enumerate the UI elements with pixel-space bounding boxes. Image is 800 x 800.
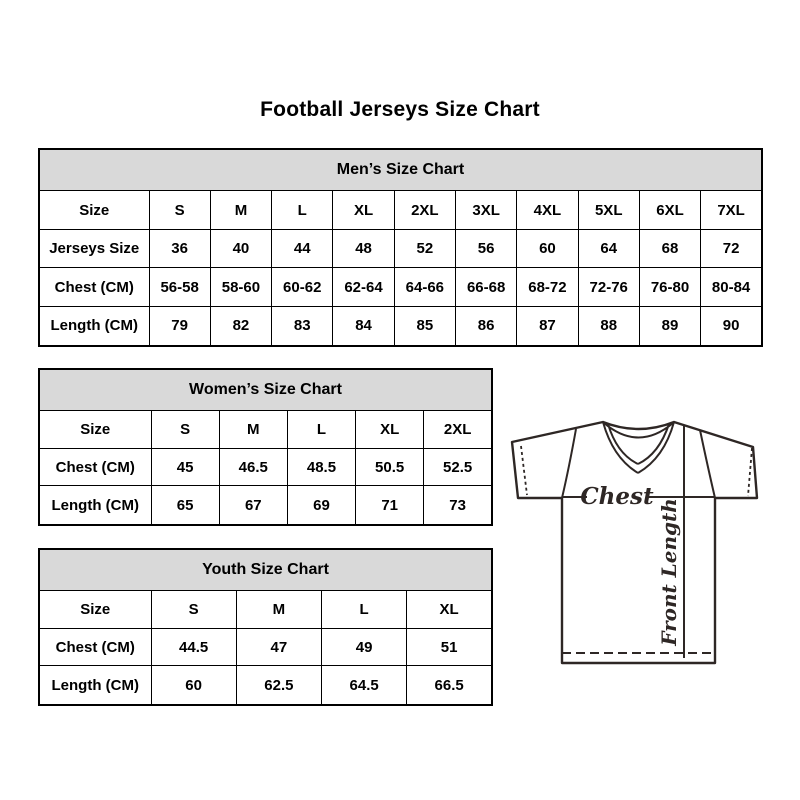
cell: 52 (394, 229, 455, 268)
chest-label: Chest (580, 483, 654, 510)
cell: 83 (272, 306, 333, 346)
cell: 5XL (578, 191, 639, 230)
page-title: Football Jerseys Size Chart (260, 98, 540, 121)
cell: 89 (639, 306, 700, 346)
table-title: Women’s Size Chart (39, 369, 492, 410)
jersey-outline (512, 422, 757, 663)
cell: 36 (149, 229, 210, 268)
cell: 2XL (424, 410, 492, 448)
front-length-label: Front Length (657, 498, 681, 646)
cell: 2XL (394, 191, 455, 230)
size-table (38, 148, 763, 347)
cell: 69 (287, 486, 355, 525)
cell: 7XL (701, 191, 762, 230)
row-label: Chest (CM) (39, 628, 151, 666)
cell: 56-58 (149, 268, 210, 307)
cell: 50.5 (356, 448, 424, 486)
cell: 48.5 (287, 448, 355, 486)
row-label: Size (39, 191, 149, 230)
cell: 40 (210, 229, 271, 268)
cell: 86 (455, 306, 516, 346)
size-table (38, 368, 493, 526)
cell: 87 (517, 306, 578, 346)
table-row (39, 486, 492, 525)
cell: 62-64 (333, 268, 394, 307)
cell: 62.5 (236, 666, 321, 705)
cell: 67 (219, 486, 287, 525)
cell: M (236, 590, 321, 628)
table-row (39, 628, 492, 666)
table-row (39, 590, 492, 628)
womens-size-chart (38, 368, 493, 526)
cell: 72 (701, 229, 762, 268)
cell: 79 (149, 306, 210, 346)
cell: XL (356, 410, 424, 448)
cell: 60 (151, 666, 236, 705)
table-row (39, 666, 492, 705)
youth-size-chart (38, 548, 493, 706)
row-label: Chest (CM) (39, 448, 151, 486)
row-label: Length (CM) (39, 666, 151, 705)
table-title: Men’s Size Chart (39, 149, 762, 191)
row-label: Size (39, 590, 151, 628)
size-table (38, 548, 493, 706)
cell: 64 (578, 229, 639, 268)
cell: 64.5 (322, 666, 407, 705)
table-row (39, 410, 492, 448)
table-header-row (39, 369, 492, 410)
cell: S (151, 410, 219, 448)
cell: 73 (424, 486, 492, 525)
jersey-measurement-diagram (503, 410, 765, 672)
cell: 66-68 (455, 268, 516, 307)
table-header-row (39, 549, 492, 590)
cell: 4XL (517, 191, 578, 230)
cell: 85 (394, 306, 455, 346)
cell: S (149, 191, 210, 230)
cell: 44.5 (151, 628, 236, 666)
cell: 3XL (455, 191, 516, 230)
cell: 84 (333, 306, 394, 346)
cell: 65 (151, 486, 219, 525)
cell: L (287, 410, 355, 448)
table-title: Youth Size Chart (39, 549, 492, 590)
cell: 68 (639, 229, 700, 268)
cell: 52.5 (424, 448, 492, 486)
cell: 71 (356, 486, 424, 525)
cell: 82 (210, 306, 271, 346)
row-label: Chest (CM) (39, 268, 149, 307)
cell: 88 (578, 306, 639, 346)
row-label: Size (39, 410, 151, 448)
cell: 48 (333, 229, 394, 268)
cell: 90 (701, 306, 762, 346)
cell: 45 (151, 448, 219, 486)
cell: S (151, 590, 236, 628)
cell: 47 (236, 628, 321, 666)
table-header-row (39, 149, 762, 191)
cell: 76-80 (639, 268, 700, 307)
cell: 60-62 (272, 268, 333, 307)
cell: 64-66 (394, 268, 455, 307)
cell: 49 (322, 628, 407, 666)
table-row (39, 268, 762, 307)
table-row (39, 191, 762, 230)
cell: 56 (455, 229, 516, 268)
row-label: Jerseys Size (39, 229, 149, 268)
cell: 68-72 (517, 268, 578, 307)
cell: XL (333, 191, 394, 230)
cell: L (322, 590, 407, 628)
cell: 6XL (639, 191, 700, 230)
cell: 51 (407, 628, 492, 666)
cell: 46.5 (219, 448, 287, 486)
cell: 80-84 (701, 268, 762, 307)
cell: 44 (272, 229, 333, 268)
cell: 72-76 (578, 268, 639, 307)
row-label: Length (CM) (39, 306, 149, 346)
cell: XL (407, 590, 492, 628)
cell: 60 (517, 229, 578, 268)
table-row (39, 306, 762, 346)
mens-size-chart (38, 148, 763, 347)
row-label: Length (CM) (39, 486, 151, 525)
cell: M (210, 191, 271, 230)
table-row (39, 448, 492, 486)
cell: 58-60 (210, 268, 271, 307)
table-row (39, 229, 762, 268)
cell: 66.5 (407, 666, 492, 705)
cell: M (219, 410, 287, 448)
cell: L (272, 191, 333, 230)
